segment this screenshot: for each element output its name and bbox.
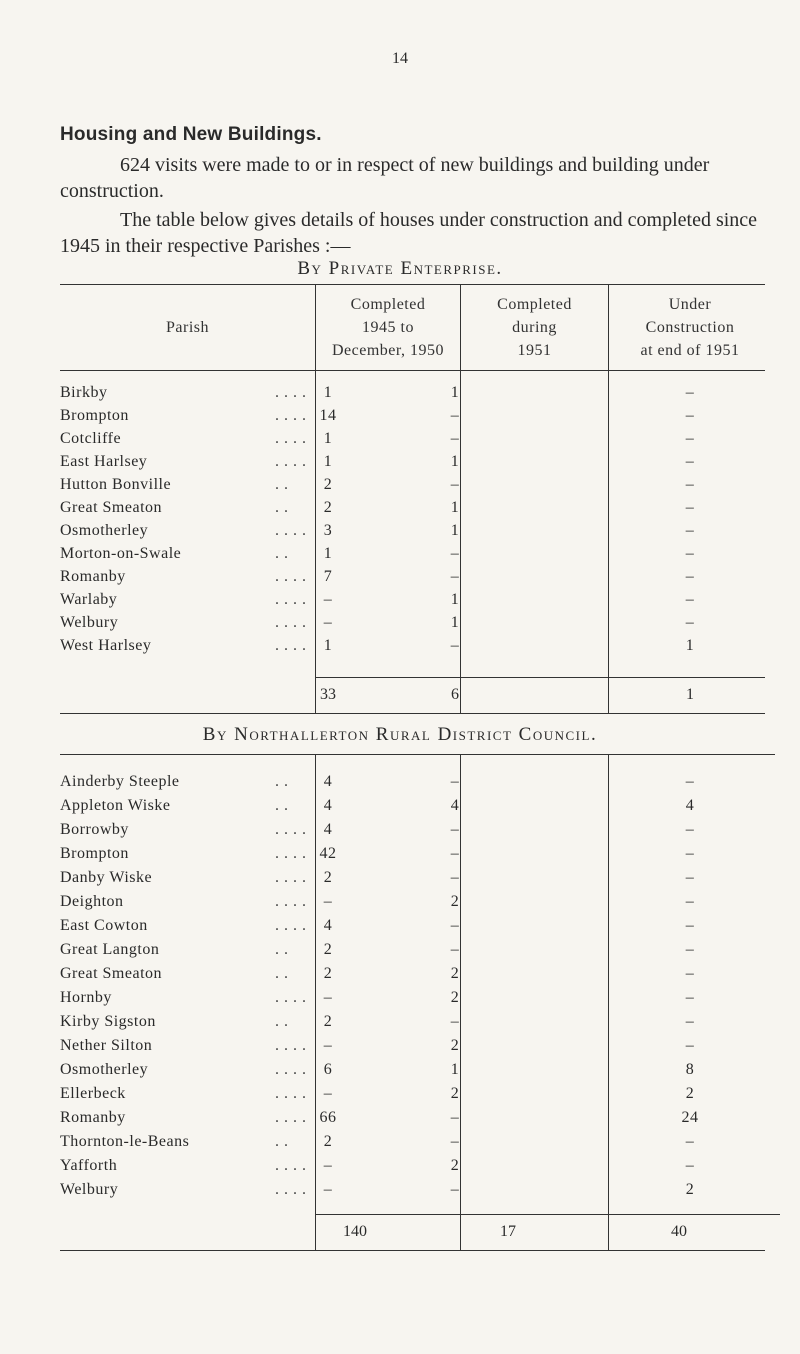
- leader-dots: . . . .: [275, 407, 307, 424]
- cell-completed-1945-1950: –: [323, 893, 333, 910]
- leader-dots: . . . .: [275, 614, 307, 631]
- cell-completed-1951: 1: [450, 522, 460, 539]
- cell-completed-1951: 4: [450, 797, 460, 814]
- cell-completed-1951: 1: [450, 1061, 460, 1078]
- cell-completed-1951: 2: [450, 1157, 460, 1174]
- cell-completed-1951: 1: [450, 614, 460, 631]
- intro-paragraph: 624 visits were made to or in respect of new buildings and building under construction.: [60, 154, 710, 202]
- parish-name: Yafforth: [60, 1157, 118, 1174]
- table-row: [60, 543, 765, 565]
- leader-dots: . . . .: [275, 384, 307, 401]
- cell-completed-1951: –: [450, 1181, 460, 1198]
- parish-name: Morton-on-Swale: [60, 545, 182, 562]
- cell-under-construction: 4: [685, 797, 695, 814]
- leader-dots: . . . .: [275, 917, 307, 934]
- cell-under-construction: –: [685, 869, 695, 886]
- total-completed-1945-1950: 33: [320, 686, 336, 703]
- table-row: [60, 1059, 765, 1081]
- parish-name: Nether Silton: [60, 1037, 153, 1054]
- table-row: [60, 497, 765, 519]
- leader-dots: . .: [275, 499, 289, 516]
- table-row: [60, 987, 765, 1009]
- parish-name: Osmotherley: [60, 522, 149, 539]
- total-completed-1951: 6: [451, 686, 459, 703]
- cell-completed-1951: –: [450, 430, 460, 447]
- table-bottom-rule: [60, 713, 765, 714]
- parish-name: Romanby: [60, 568, 126, 585]
- cell-under-construction: 24: [681, 1109, 699, 1126]
- cell-completed-1945-1950: 4: [323, 821, 333, 838]
- cell-under-construction: –: [685, 773, 695, 790]
- header-line: 1945 to: [362, 319, 414, 336]
- cell-completed-1951: 2: [450, 1085, 460, 1102]
- total-under-construction: 40: [671, 1223, 687, 1240]
- cell-completed-1951: –: [450, 917, 460, 934]
- total-under-construction: 1: [686, 686, 694, 703]
- leader-dots: . . . .: [275, 869, 307, 886]
- leader-dots: . .: [275, 965, 289, 982]
- table-row: [60, 1131, 765, 1153]
- table-row: [60, 1011, 765, 1033]
- leader-dots: . . . .: [275, 1085, 307, 1102]
- cell-completed-1945-1950: –: [323, 989, 333, 1006]
- parish-name: Kirby Sigston: [60, 1013, 156, 1030]
- leader-dots: . . . .: [275, 893, 307, 910]
- cell-completed-1951: 2: [450, 989, 460, 1006]
- cell-completed-1945-1950: 14: [319, 407, 337, 424]
- header-line: Under: [668, 296, 712, 313]
- cell-completed-1951: –: [450, 568, 460, 585]
- leader-dots: . . . .: [275, 1181, 307, 1198]
- cell-under-construction: –: [685, 522, 695, 539]
- leader-dots: . .: [275, 773, 289, 790]
- cell-completed-1951: –: [450, 845, 460, 862]
- leader-dots: . . . .: [275, 1109, 307, 1126]
- page-number: 14: [392, 50, 408, 67]
- leader-dots: . . . .: [275, 568, 307, 585]
- parish-name: East Cowton: [60, 917, 148, 934]
- cell-completed-1945-1950: 1: [323, 430, 333, 447]
- table-row: [60, 867, 765, 889]
- table-row: [60, 474, 765, 496]
- table-row: [60, 428, 765, 450]
- totals-top-rule: [315, 677, 765, 678]
- parish-name: Brompton: [60, 845, 129, 862]
- cell-completed-1945-1950: 2: [323, 869, 333, 886]
- cell-under-construction: –: [685, 476, 695, 493]
- header-line: at end of 1951: [640, 342, 740, 359]
- total-completed-1945-1950: 140: [343, 1223, 367, 1240]
- parish-name: Great Smeaton: [60, 965, 163, 982]
- header-line: December, 1950: [331, 342, 445, 359]
- cell-completed-1945-1950: 2: [323, 499, 333, 516]
- cell-under-construction: 2: [685, 1085, 695, 1102]
- parish-name: Ellerbeck: [60, 1085, 126, 1102]
- leader-dots: . .: [275, 476, 289, 493]
- cell-completed-1945-1950: 2: [323, 965, 333, 982]
- cell-completed-1951: –: [450, 476, 460, 493]
- cell-completed-1945-1950: 1: [323, 637, 333, 654]
- table-row: [60, 520, 765, 542]
- cell-completed-1951: –: [450, 1133, 460, 1150]
- cell-completed-1945-1950: –: [323, 1037, 333, 1054]
- total-completed-1951: 17: [500, 1223, 516, 1240]
- cell-under-construction: –: [685, 591, 695, 608]
- table-bottom-rule: [60, 1250, 765, 1251]
- cell-completed-1945-1950: 2: [323, 941, 333, 958]
- header-line: Completed: [497, 296, 572, 313]
- cell-completed-1945-1950: 3: [323, 522, 333, 539]
- leader-dots: . . . .: [275, 1157, 307, 1174]
- cell-under-construction: –: [685, 965, 695, 982]
- cell-under-construction: –: [685, 568, 695, 585]
- cell-completed-1951: –: [450, 773, 460, 790]
- leader-dots: . .: [275, 797, 289, 814]
- parish-name: Ainderby Steeple: [60, 773, 180, 790]
- table-row: [60, 819, 765, 841]
- cell-under-construction: –: [685, 614, 695, 631]
- cell-completed-1945-1950: 1: [323, 545, 333, 562]
- leader-dots: . . . .: [275, 453, 307, 470]
- cell-completed-1951: 1: [450, 499, 460, 516]
- cell-completed-1945-1950: –: [323, 1181, 333, 1198]
- header-line: 1951: [517, 342, 552, 359]
- header-line: Construction: [645, 319, 735, 336]
- cell-completed-1951: –: [450, 407, 460, 424]
- cell-under-construction: –: [685, 1133, 695, 1150]
- parish-name: Great Langton: [60, 941, 160, 958]
- table-row: [60, 1083, 765, 1105]
- parish-name: Welbury: [60, 1181, 119, 1198]
- header-completed-1951: [463, 293, 606, 362]
- leader-dots: . .: [275, 545, 289, 562]
- cell-completed-1945-1950: 66: [319, 1109, 337, 1126]
- cell-under-construction: 8: [685, 1061, 695, 1078]
- cell-completed-1951: –: [450, 1013, 460, 1030]
- table-row: [60, 612, 765, 634]
- cell-under-construction: –: [685, 989, 695, 1006]
- council-title: By Northallerton Rural District Council.: [202, 724, 598, 745]
- parish-name: Appleton Wiske: [60, 797, 171, 814]
- leader-dots: . . . .: [275, 637, 307, 654]
- cell-completed-1945-1950: 2: [323, 1133, 333, 1150]
- cell-under-construction: –: [685, 1157, 695, 1174]
- parish-name: Birkby: [60, 384, 108, 401]
- cell-under-construction: –: [685, 407, 695, 424]
- parish-name: Brompton: [60, 407, 129, 424]
- header-parish-label: Parish: [166, 319, 209, 336]
- cell-under-construction: 2: [685, 1181, 695, 1198]
- parish-name: Great Smeaton: [60, 499, 163, 516]
- table-row: [60, 382, 765, 404]
- cell-completed-1945-1950: 4: [323, 917, 333, 934]
- table-row: [60, 771, 765, 793]
- leader-dots: . . . .: [275, 821, 307, 838]
- cell-completed-1945-1950: 7: [323, 568, 333, 585]
- cell-under-construction: –: [685, 430, 695, 447]
- parish-name: Thornton-le-Beans: [60, 1133, 190, 1150]
- cell-completed-1945-1950: –: [323, 1085, 333, 1102]
- parish-name: Cotcliffe: [60, 430, 122, 447]
- cell-completed-1951: –: [450, 1109, 460, 1126]
- table-row: [60, 939, 765, 961]
- leader-dots: . . . .: [275, 430, 307, 447]
- table-row: [60, 1155, 765, 1177]
- parish-name: Osmotherley: [60, 1061, 149, 1078]
- parish-name: Borrowby: [60, 821, 129, 838]
- cell-under-construction: –: [685, 1037, 695, 1054]
- leader-dots: . . . .: [275, 845, 307, 862]
- leader-dots: . . . .: [275, 591, 307, 608]
- table-row: [60, 635, 765, 657]
- table-description-paragraph: The table below gives details of houses under construction and completed since 1945 in their respective Parishes :—: [60, 209, 758, 257]
- cell-under-construction: 1: [685, 637, 695, 654]
- parish-name: Danby Wiske: [60, 869, 153, 886]
- header-bottom-rule: [60, 370, 765, 371]
- leader-dots: . .: [275, 941, 289, 958]
- cell-completed-1951: 1: [450, 591, 460, 608]
- cell-completed-1945-1950: 1: [323, 384, 333, 401]
- cell-under-construction: –: [685, 941, 695, 958]
- parish-name: Hutton Bonville: [60, 476, 172, 493]
- cell-completed-1951: 2: [450, 1037, 460, 1054]
- private-enterprise-title: By Private Enterprise.: [297, 258, 503, 279]
- totals-top-rule: [315, 1214, 780, 1215]
- cell-completed-1951: 2: [450, 965, 460, 982]
- table-row: [60, 451, 765, 473]
- cell-completed-1951: 1: [450, 384, 460, 401]
- cell-completed-1951: –: [450, 637, 460, 654]
- section-heading: Housing and New Buildings.: [60, 124, 322, 145]
- cell-completed-1945-1950: 2: [323, 476, 333, 493]
- cell-under-construction: –: [685, 917, 695, 934]
- cell-completed-1945-1950: –: [323, 1157, 333, 1174]
- cell-under-construction: –: [685, 453, 695, 470]
- leader-dots: . .: [275, 1133, 289, 1150]
- cell-under-construction: –: [685, 499, 695, 516]
- table-row: [60, 915, 765, 937]
- header-parish: [60, 316, 315, 339]
- cell-completed-1951: –: [450, 941, 460, 958]
- cell-under-construction: –: [685, 821, 695, 838]
- cell-under-construction: –: [685, 1013, 695, 1030]
- table-row: [60, 795, 765, 817]
- header-under-construction: [610, 293, 770, 362]
- cell-completed-1945-1950: –: [323, 591, 333, 608]
- table-row: [60, 1035, 765, 1057]
- cell-completed-1951: –: [450, 821, 460, 838]
- leader-dots: . . . .: [275, 522, 307, 539]
- cell-completed-1951: –: [450, 545, 460, 562]
- parish-name: Hornby: [60, 989, 112, 1006]
- cell-completed-1951: –: [450, 869, 460, 886]
- cell-completed-1951: 2: [450, 893, 460, 910]
- table-row: [60, 1107, 765, 1129]
- table-top-rule: [60, 754, 775, 755]
- parish-name: West Harlsey: [60, 637, 152, 654]
- parish-name: Warlaby: [60, 591, 118, 608]
- table-row: [60, 891, 765, 913]
- table-row: [60, 963, 765, 985]
- leader-dots: . .: [275, 1013, 289, 1030]
- parish-name: East Harlsey: [60, 453, 148, 470]
- cell-under-construction: –: [685, 384, 695, 401]
- parish-name: Welbury: [60, 614, 119, 631]
- cell-completed-1945-1950: 4: [323, 797, 333, 814]
- leader-dots: . . . .: [275, 989, 307, 1006]
- cell-completed-1945-1950: 4: [323, 773, 333, 790]
- cell-completed-1951: 1: [450, 453, 460, 470]
- cell-under-construction: –: [685, 845, 695, 862]
- table-top-rule: [60, 284, 765, 285]
- header-completed-1945-1950: [318, 293, 458, 362]
- parish-name: Deighton: [60, 893, 124, 910]
- table-row: [60, 589, 765, 611]
- parish-name: Romanby: [60, 1109, 126, 1126]
- table-row: [60, 1179, 765, 1201]
- table-row: [60, 566, 765, 588]
- leader-dots: . . . .: [275, 1061, 307, 1078]
- cell-completed-1945-1950: 42: [319, 845, 337, 862]
- table-row: [60, 405, 765, 427]
- cell-completed-1945-1950: 6: [323, 1061, 333, 1078]
- header-line: during: [512, 319, 557, 336]
- cell-completed-1945-1950: –: [323, 614, 333, 631]
- header-line: Completed: [350, 296, 426, 313]
- cell-completed-1945-1950: 1: [323, 453, 333, 470]
- cell-under-construction: –: [685, 545, 695, 562]
- cell-under-construction: –: [685, 893, 695, 910]
- cell-completed-1945-1950: 2: [323, 1013, 333, 1030]
- leader-dots: . . . .: [275, 1037, 307, 1054]
- table-row: [60, 843, 765, 865]
